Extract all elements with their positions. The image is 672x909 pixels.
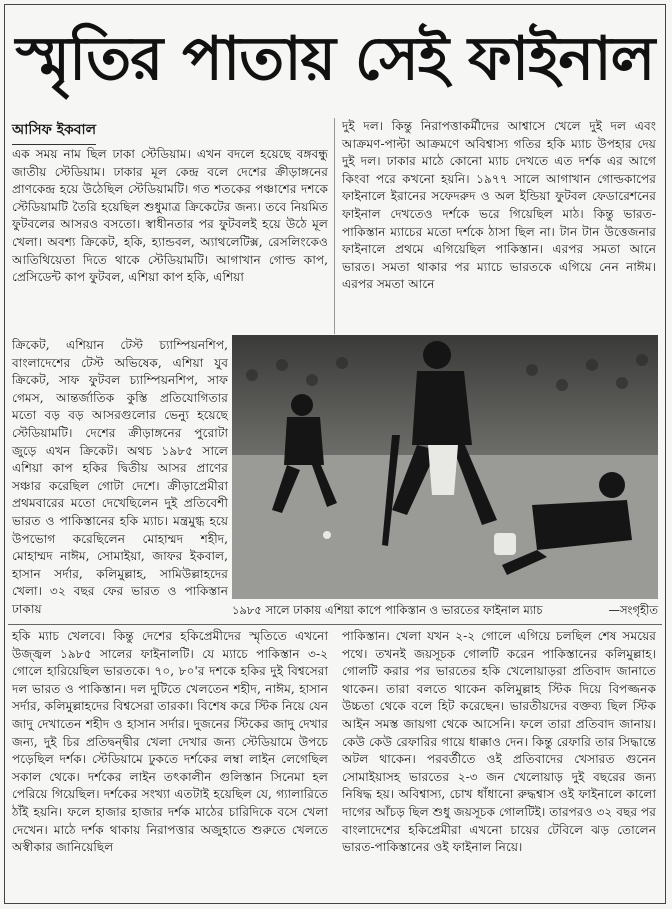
article-paragraph: এক সময় নাম ছিল ঢাকা স্টেডিয়াম। এখন বদলে হয়েছে বঙ্গবন্ধু জাতীয় স্টেডিয়াম। ঢাকার মূল কেন্দ্র বলে দেশের ক্রীড়াঙ্গনের প্রাণকেন্দ্র হয়ে উঠেছিল স্টেডিয়ামটি। গত শতকের পঞ্চাশের দশকে স্টেডিয়ামটি তৈরি হয়েছিল শুধুমাত্র ক্রিকেটের জন্য। তবে নিয়মিত ফুটবলের আসরও বসতো। স্বাধীনতার পর ফুটবলই হয়ে উঠে মূল খেলা। অবশ্য ক্রিকেট, হকি, হ্যান্ডবল, অ্যাথলেটিক্স, রেসলিংকেও আতিথিয়েতা দিতে থাকে স্টেডিয়ামটি। আগাখান গোল্ড কাপ, প্রেসিডেন্ট কাপ ফুটবল, এশিয়া কাপ হকি, এশিয়া — [12, 147, 328, 285]
section-divider — [8, 624, 662, 625]
photo-image — [232, 335, 658, 599]
article-column-1 — [12, 146, 328, 287]
hockey-match-photo — [232, 335, 658, 599]
caption-credit: —সংগৃহীত — [608, 603, 658, 617]
article-paragraph: ক্রিকেট, এশিয়ান টেস্ট চ্যাম্পিয়নশিপ, বাংলাদেশের টেস্ট অভিষেক, এশিয়া যুব ক্রিকেট, সাফ ফুটবল চ্যাম্পিয়নশিপ, সাফ গেমস, আন্তর্জাতিক কুস্তি প্রতিযোগিতার মতো বড় বড় আসরগুলোর ভেন্যু হয়েছে স্টেডিয়ামটি। দেশের ক্রীড়াঙ্গনের পুরোটা জুড়ে এখন ক্রিকেট। অথচ ১৯৮৫ সালে এশিয়া কাপ হকির দ্বিতীয় আসর প্রাণের সঞ্চার করেছিল গোটা দেশে। ক্রীড়াপ্রেমীরা প্রথমবারের মতো দেখেছিলেন দুই প্রতিবেশী ভারত ও পাকিস্তানের হকি ম্যাচ। মন্ত্রমুগ্ধ হয়ে উপভোগ করেছিলেন মোহাম্মদ শহীদ, মোহাম্মদ নাঈম, সোমাইয়া, জাফর ইকবাল, হাসান সর্দার, কলিমুল্লাহ, সামিউল্লাহদের খেলা। ৩২ বছর ফের ভারত ও পাকিস্তান ঢাকায় — [12, 338, 228, 616]
photo-caption — [232, 602, 658, 618]
article-paragraph: দুই দল। কিন্তু নিরাপত্তাকর্মীদের আশ্বাসে খেলে দুই দল এবং আক্রমণ-পাল্টা আক্রমণে অবিশ্বাস্য গতির হকি ম্যাচ উপহার দেয় দুই দল। ঢাকার মাঠে কোনো ম্যাচ দেখতে এত দর্শক এর আগে কিংবা পরে কখনো হয়নি। ১৯৭৭ সালে আগাখান গোল্ডকাপের ফাইনালে ইরানের সফেদরুদ ও অল ইন্ডিয়া ফুটবল ফেডারেশনের ফাইনাল দেখতেও দর্শকে ভরে গিয়েছিল মাঠ। কিন্তু ভারত-পাকিস্তান ম্যাচের মতো দর্শকে ঠাসা ছিল না। টান টান উত্তেজনার ফাইনালে প্রথমে এগিয়েছিল পাকিস্তান। এরপর সমতা আনে ভারত। সমতা থাকার পর ম্যাচে ভারতকে এগিয়ে নেন নাঈম। এরপর সমতা আনে — [342, 119, 656, 292]
article-column-1-narrow — [12, 337, 228, 619]
caption-text: ১৯৮৫ সালে ঢাকায় এশিয়া কাপে পাকিস্তান ও ভারতের ফাইনাল ম্যাচ — [232, 603, 543, 617]
article-column-4 — [342, 628, 656, 857]
article-paragraph: পাকিস্তান। খেলা যখন ২-২ গোলে এগিয়ে চলছিল শেষ সময়ের পথে। তখনই জয়সূচক গোলটি করেন পাকিস্তানের কলিমুল্লাহ। গোলটি করার পর ভারতের হকি খেলোয়াড়রা প্রতিবাদ জানাতে থাকেন। তারা বলতে থাকেন কলিমুল্লাহ স্টিক দিয়ে বিপজ্জনক উচ্চতা থেকে বলে হিট করেছেন। ভারতীয়দের বক্তব্য ছিল স্টিক আইন সমস্ত জায়গা থেকে আসেনি। ফলে তারা প্রতিবাদ জানায়। কেউ কেউ রেফারির গায়ে ধাক্কাও দেন। কিন্তু রেফারি তার সিদ্ধান্তে অটল থাকেন। পরবর্তীতে ওই প্রতিবাদের খেসারত গুনেন সোমাইয়াসহ ভারতের ২-৩ জন খেলোয়াড় দুই বছরের জন্য নিষিদ্ধ হয়। অবিশ্বাস্য, চোখ ধাঁধানো রুদ্ধশ্বাস ওই ফাইনালে কালো দাগের আঁচড় ছিল শুধু জয়সূচক গোলটিই। তারপরও ৩২ বছর পর বাংলাদেশের হকিপ্রেমীরা এখনো চায়ের টেবিলে ঝড় তোলেন ভারত-পাকিস্তানের ওই ফাইনাল নিয়ে। — [342, 629, 656, 855]
byline: আসিফ ইকবাল — [12, 118, 96, 145]
article-column-2 — [342, 118, 656, 294]
column-divider — [334, 118, 335, 334]
headline: স্মৃতির পাতায় সেই ফাইনাল — [15, 24, 655, 94]
article-paragraph: হকি ম্যাচ খেলবে। কিন্তু দেশের হকিপ্রেমীদের স্মৃতিতে এখনো উজ্জ্বল ১৯৮৫ সালের ফাইনালটি। যে ম্যাচে পাকিস্তান ৩-২ গোলে হারিয়েছিল ভারতকে। ৭০, ৮০'র দশকে হকির দুই বিশ্বসেরা দল ভারত ও পাকিস্তান। দল দুটিতে খেলতেন শহীদ, নাঈম, হাসান সর্দার, কলিমুল্লাহদের বিশ্বসেরা তারকা। বিশেষ করে স্টিক নিয়ে যেন জাদু দেখাতেন শহীদ ও হাসান সর্দার। দুজনের স্টিকের জাদু দেখার জন্য, দুই চির প্রতিদ্বন্দ্বীর খেলা দেখার জন্য স্টেডিয়ামে উপচে পড়েছিল দর্শক। স্টেডিয়ামে ঢুকতে দর্শকের লম্বা লাইন লেগেছিল সকাল থেকে। দর্শকের লাইন তৎকালীন গুলিস্তান সিনেমা হল পেরিয়ে গিয়েছিল। দর্শকের সংখ্যা এতটাই হয়েছিল যে, গ্যালারিতে ঠাঁই হয়নি। ফলে হাজার হাজার দর্শক মাঠের চারিদিকে বসে খেলা দেখেন। মাঠে দর্শক থাকায় নিরাপত্তার অজুহাতে শুরুতে খেলতে অস্বীকার জানিয়েছিল — [12, 629, 328, 855]
article-column-3 — [12, 628, 328, 857]
